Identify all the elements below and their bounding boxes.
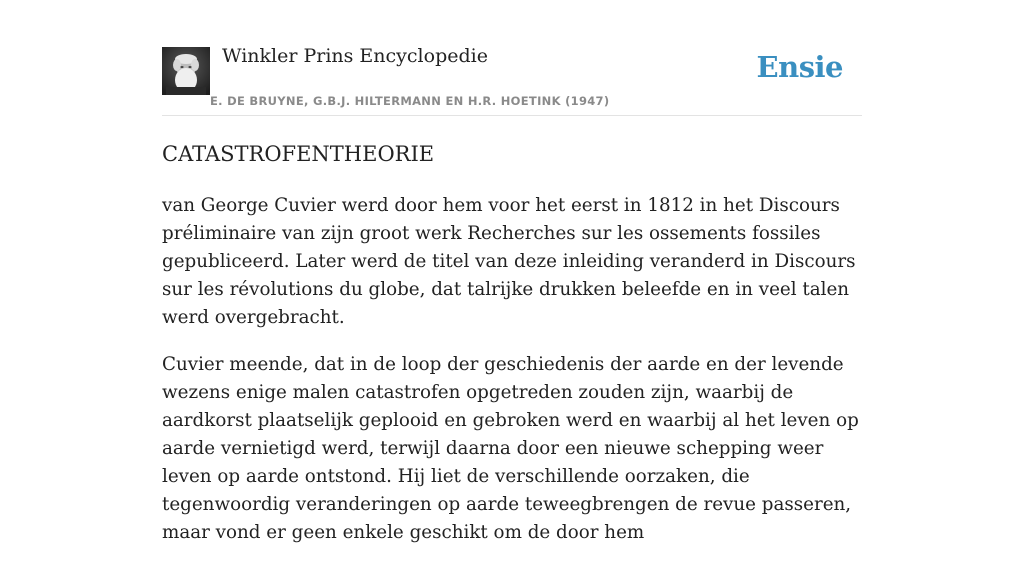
- article-body: [162, 192, 862, 566]
- content-column: [162, 0, 862, 543]
- site-header: [162, 0, 862, 116]
- article-title: CATASTROFENTHEORIE: [162, 142, 435, 166]
- portrait-avatar-icon[interactable]: [162, 47, 210, 95]
- paragraph: van George Cuvier werd door hem voor het eerst in 1812 in het Discours préliminaire van zijn groot werk Recherches sur les ossements fossiles gepubliceerd. Later werd de titel van deze inleiding veranderd in Discours sur les révolutions du globe, dat talrijke drukken beleefde en in veel talen werd overgebracht.: [162, 195, 856, 328]
- authors-line: E. DE BRUYNE, G.B.J. HILTERMANN EN H.R. HOETINK (1947): [210, 94, 610, 108]
- brand-logo[interactable]: Ensie: [756, 50, 843, 84]
- site-title[interactable]: Winkler Prins Encyclopedie: [222, 45, 488, 67]
- paragraph: Cuvier meende, dat in de loop der geschiedenis der aarde en der levende wezens enige malen catastrofen opgetreden zouden zijn, waarbij de aardkorst plaatselijk geplooid en gebroken werd en waarbij al het leven op aarde vernietigd werd, terwijl daarna door een nieuwe schepping weer leven op aarde ontstond. Hij liet de verschillende oorzaken, die tegenwoordig veranderingen op aarde teweegbrengen de revue passeren, maar vond er geen enkele geschikt om de door hem: [162, 354, 859, 543]
